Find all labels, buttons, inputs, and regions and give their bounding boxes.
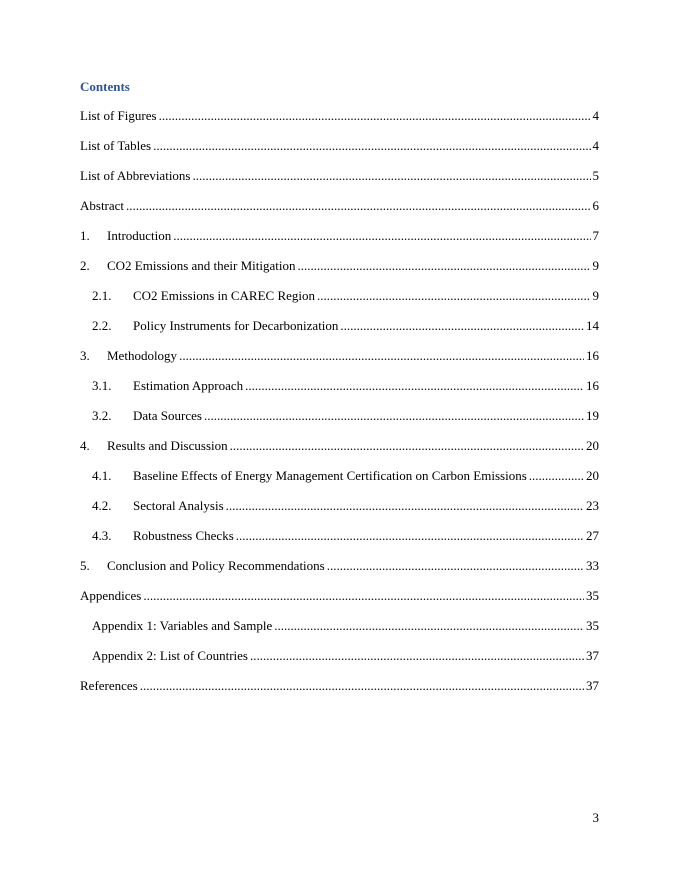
toc-entry-title[interactable]: List of Abbreviations — [80, 168, 191, 183]
toc-entry-number: 3.2. — [92, 408, 112, 423]
toc-entry-title[interactable]: Results and Discussion — [107, 438, 228, 453]
toc-entry[interactable] — [80, 551, 599, 581]
toc-entry[interactable] — [80, 431, 599, 461]
toc-entry-title[interactable]: Methodology — [107, 348, 178, 363]
toc-entry[interactable] — [80, 101, 599, 131]
toc-entry[interactable] — [80, 191, 599, 221]
toc-entry-page[interactable]: 6 — [592, 198, 599, 213]
page-number: 3 — [592, 810, 599, 825]
toc-entry-page[interactable]: 16 — [586, 378, 599, 393]
toc-entry[interactable] — [80, 491, 599, 521]
toc-entry-page[interactable]: 35 — [586, 618, 599, 633]
toc-entry[interactable] — [80, 221, 599, 251]
toc-entry-number: 5. — [80, 558, 90, 573]
toc-entry-page[interactable]: 23 — [586, 498, 599, 513]
toc-entry-title[interactable]: Estimation Approach — [133, 378, 244, 393]
toc-entry-title[interactable]: Baseline Effects of Energy Management Certification on Carbon Emissions — [133, 468, 527, 483]
toc-entry-title[interactable]: Appendix 2: List of Countries — [92, 648, 248, 663]
toc-entry-number: 3.1. — [92, 378, 112, 393]
toc-dot-leader — [245, 378, 584, 394]
toc-entry-page[interactable]: 35 — [586, 588, 599, 603]
toc-dot-leader — [140, 678, 584, 694]
table-of-contents — [80, 101, 599, 701]
toc-dot-leader — [153, 138, 590, 154]
toc-entry-title[interactable]: Appendix 1: Variables and Sample — [92, 618, 273, 633]
toc-entry-title[interactable]: CO2 Emissions and their Mitigation — [107, 258, 296, 273]
toc-dot-leader — [529, 468, 584, 484]
toc-dot-leader — [193, 168, 591, 184]
toc-entry-number: 4.1. — [92, 468, 112, 483]
toc-dot-leader — [230, 438, 584, 454]
toc-heading: Contents — [80, 79, 130, 94]
toc-entry-title[interactable]: List of Figures — [80, 108, 157, 123]
toc-dot-leader — [236, 528, 584, 544]
toc-entry[interactable] — [80, 281, 599, 311]
toc-entry-title[interactable]: CO2 Emissions in CAREC Region — [133, 288, 316, 303]
toc-dot-leader — [327, 558, 584, 574]
toc-entry[interactable] — [80, 311, 599, 341]
toc-entry-page[interactable]: 16 — [586, 348, 599, 363]
toc-entry-title[interactable]: Sectoral Analysis — [133, 498, 224, 513]
toc-entry-page[interactable]: 20 — [586, 438, 599, 453]
toc-entry[interactable] — [80, 341, 599, 371]
toc-entry-number: 4.3. — [92, 528, 112, 543]
toc-entry-page[interactable]: 4 — [592, 108, 599, 123]
toc-entry[interactable] — [80, 671, 599, 701]
toc-entry-title[interactable]: Abstract — [80, 198, 125, 213]
toc-dot-leader — [226, 498, 584, 514]
toc-entry[interactable] — [80, 461, 599, 491]
toc-entry-title[interactable]: References — [80, 678, 138, 693]
toc-entry-title[interactable]: Introduction — [107, 228, 172, 243]
toc-entry-number: 2.2. — [92, 318, 112, 333]
toc-entry[interactable] — [80, 371, 599, 401]
toc-entry-page[interactable]: 37 — [586, 648, 599, 663]
toc-entry-title[interactable]: Data Sources — [133, 408, 202, 423]
toc-entry-page[interactable]: 9 — [592, 288, 599, 303]
toc-dot-leader — [340, 318, 584, 334]
toc-entry-page[interactable]: 9 — [592, 258, 599, 273]
toc-dot-leader — [143, 588, 584, 604]
toc-dot-leader — [250, 648, 584, 664]
toc-entry-number: 4.2. — [92, 498, 112, 513]
toc-entry-title[interactable]: Appendices — [80, 588, 142, 603]
toc-entry-title[interactable]: List of Tables — [80, 138, 152, 153]
toc-entry-number: 4. — [80, 438, 90, 453]
toc-dot-leader — [179, 348, 584, 364]
toc-entry-number: 2.1. — [92, 288, 112, 303]
toc-entry-page[interactable]: 7 — [592, 228, 599, 243]
toc-entry-title[interactable]: Policy Instruments for Decarbonization — [133, 318, 339, 333]
toc-dot-leader — [317, 288, 590, 304]
toc-entry-number: 2. — [80, 258, 90, 273]
toc-entry[interactable] — [80, 641, 599, 671]
toc-dot-leader — [173, 228, 590, 244]
toc-dot-leader — [298, 258, 591, 274]
toc-entry-page[interactable]: 33 — [586, 558, 599, 573]
toc-entry-number: 1. — [80, 228, 90, 243]
toc-entry[interactable] — [80, 251, 599, 281]
toc-entry-number: 3. — [80, 348, 90, 363]
toc-entry-title[interactable]: Conclusion and Policy Recommendations — [107, 558, 325, 573]
toc-dot-leader — [126, 198, 590, 214]
toc-entry-page[interactable]: 4 — [592, 138, 599, 153]
toc-entry[interactable] — [80, 581, 599, 611]
toc-entry-title[interactable]: Robustness Checks — [133, 528, 234, 543]
toc-entry-page[interactable]: 19 — [586, 408, 599, 423]
toc-entry[interactable] — [80, 161, 599, 191]
toc-dot-leader — [204, 408, 584, 424]
toc-dot-leader — [159, 108, 591, 124]
toc-entry-page[interactable]: 20 — [586, 468, 599, 483]
toc-entry[interactable] — [80, 401, 599, 431]
toc-dot-leader — [274, 618, 584, 634]
toc-entry[interactable] — [80, 611, 599, 641]
toc-entry[interactable] — [80, 131, 599, 161]
toc-entry-page[interactable]: 27 — [586, 528, 599, 543]
toc-entry-page[interactable]: 5 — [592, 168, 599, 183]
toc-entry[interactable] — [80, 521, 599, 551]
toc-entry-page[interactable]: 14 — [586, 318, 599, 333]
toc-entry-page[interactable]: 37 — [586, 678, 599, 693]
